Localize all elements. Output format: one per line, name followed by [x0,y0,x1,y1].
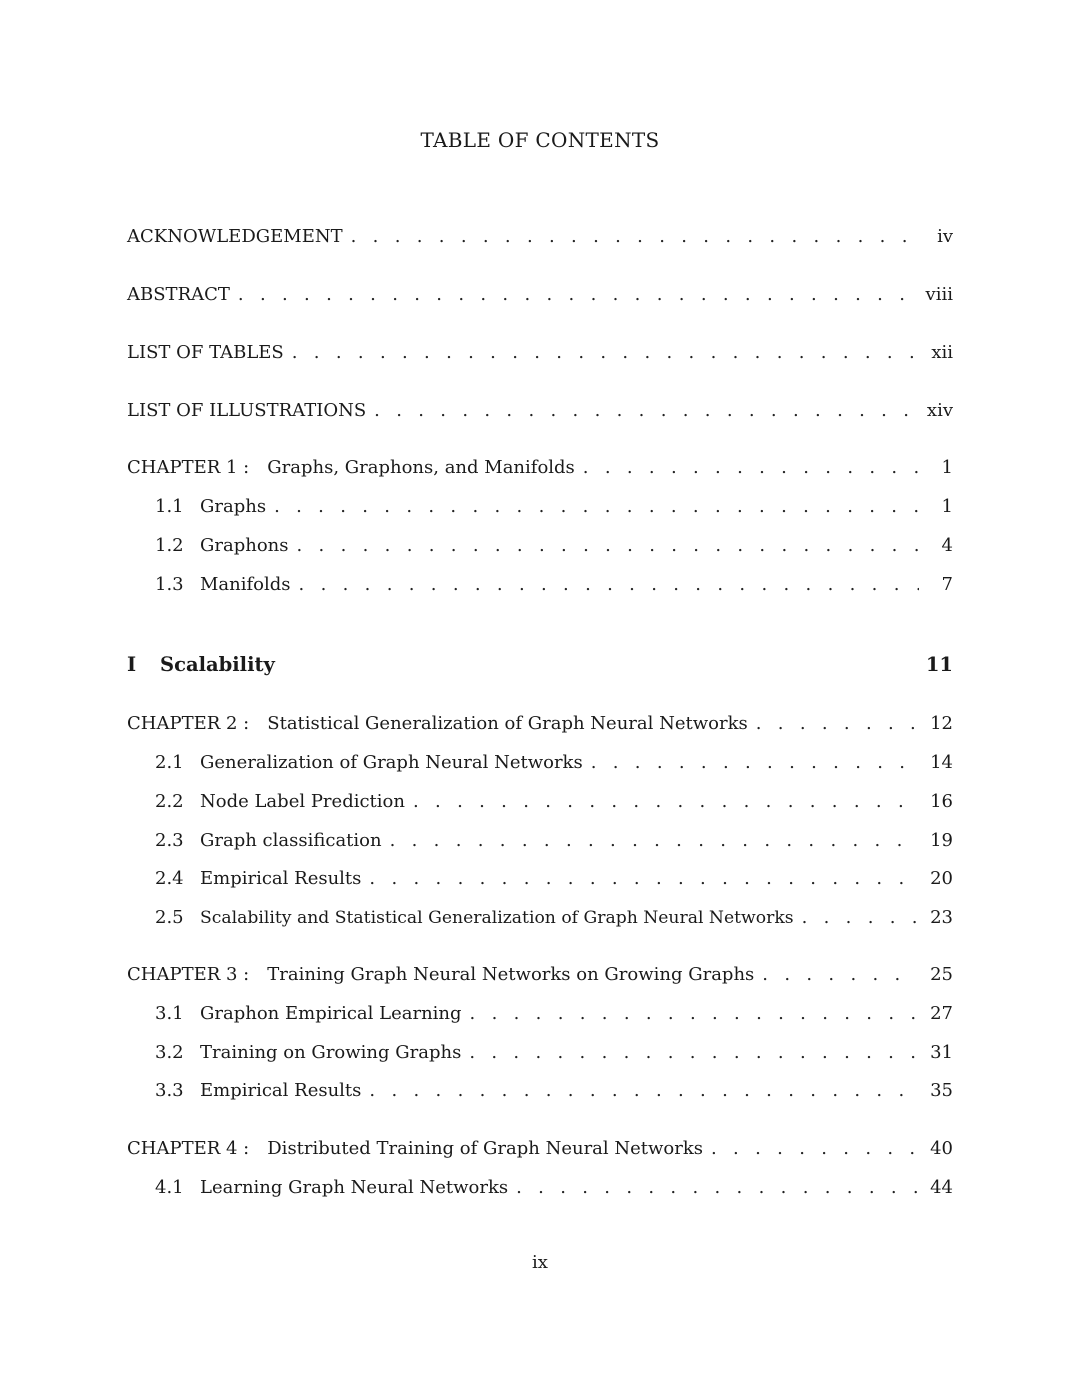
dot-leader [711,1136,918,1162]
page-title: TABLE OF CONTENTS [420,128,660,152]
chapter-page: 25 [930,964,953,985]
dot-leader [756,711,918,737]
part-number: I [127,653,137,676]
toc-entry-label: ABSTRACT [127,284,230,305]
section-title: Learning Graph Neural Networks [200,1177,509,1198]
toc-section-2-3[interactable] [155,828,953,854]
footer-page-number: ix [532,1252,548,1273]
section-number: 3.3 [155,1080,184,1101]
section-number: 3.1 [155,1003,184,1024]
section-title: Graphon Empirical Learning [200,1003,462,1024]
section-number: 1.3 [155,574,184,595]
toc-entry-abstract[interactable] [127,282,953,308]
section-title: Node Label Prediction [200,791,405,812]
dot-leader [470,1001,919,1027]
section-page: 1 [941,496,953,517]
toc-section-2-1[interactable] [155,750,953,776]
section-title: Graphs [200,496,267,517]
section-number: 2.4 [155,868,184,889]
section-title: Empirical Results [200,1080,362,1101]
toc-chapter-2[interactable] [127,711,953,737]
toc-chapter-1[interactable] [127,455,953,481]
section-number: 2.2 [155,791,184,812]
dot-leader [369,866,918,892]
dot-leader [292,340,919,366]
section-page: 23 [930,907,953,928]
toc-section-2-4[interactable] [155,866,953,892]
section-page: 14 [930,752,953,773]
toc-chapter-4[interactable] [127,1136,953,1162]
toc-section-2-2[interactable] [155,789,953,815]
toc-section-1-1[interactable] [155,494,953,520]
chapter-page: 12 [930,713,953,734]
section-page: 19 [930,830,953,851]
chapter-prefix: CHAPTER 4 : [127,1138,250,1159]
toc-entry-label: LIST OF ILLUSTRATIONS [127,400,367,421]
section-title: Empirical Results [200,868,362,889]
dot-leader [516,1175,918,1201]
chapter-prefix: CHAPTER 2 : [127,713,250,734]
section-title: Scalability and Statistical Generalization of Graph Neural Networks [200,908,794,928]
toc-section-3-1[interactable] [155,1001,953,1027]
toc-section-1-2[interactable] [155,533,953,559]
toc-section-1-3[interactable] [155,572,953,598]
dot-leader [297,533,920,559]
toc-entry-list-of-tables[interactable] [127,340,953,366]
section-title: Manifolds [200,574,291,595]
toc-entry-page: iv [937,226,953,247]
toc-entry-label: LIST OF TABLES [127,342,284,363]
section-title: Generalization of Graph Neural Networks [200,752,583,773]
dot-leader [591,750,918,776]
section-number: 1.1 [155,496,184,517]
toc-entry-label: ACKNOWLEDGEMENT [127,226,343,247]
chapter-title: Training Graph Neural Networks on Growing Graphs [267,964,755,985]
dot-leader [413,789,918,815]
dot-leader [469,1040,918,1066]
chapter-title: Graphs, Graphons, and Manifolds [267,457,575,478]
toc-chapter-3[interactable] [127,962,953,988]
toc-section-3-3[interactable] [155,1078,953,1104]
dot-leader [369,1078,918,1104]
dot-leader [274,494,919,520]
dot-leader [802,905,919,931]
dot-leader [583,455,919,481]
dot-leader [762,962,918,988]
section-page: 7 [941,574,953,595]
section-number: 4.1 [155,1177,184,1198]
toc-entry-page: viii [925,284,953,305]
section-title: Graph classification [200,830,382,851]
section-page: 20 [930,868,953,889]
section-page: 27 [930,1003,953,1024]
section-title: Graphons [200,535,289,556]
section-page: 4 [941,535,953,556]
chapter-title: Distributed Training of Graph Neural Networks [267,1138,704,1159]
dot-leader [351,224,919,250]
dot-leader [390,828,919,854]
toc-section-2-5[interactable] [155,905,953,931]
section-number: 2.3 [155,830,184,851]
section-number: 2.1 [155,752,184,773]
section-number: 3.2 [155,1042,184,1063]
chapter-prefix: CHAPTER 3 : [127,964,250,985]
toc-entry-page: xiv [926,400,953,421]
section-title: Training on Growing Graphs [200,1042,462,1063]
section-page: 16 [930,791,953,812]
chapter-prefix: CHAPTER 1 : [127,457,250,478]
toc-entry-acknowledgement[interactable] [127,224,953,250]
toc-section-4-1[interactable] [155,1175,953,1201]
section-page: 31 [930,1042,953,1063]
chapter-page: 40 [930,1138,953,1159]
part-page: 11 [925,653,953,676]
dot-leader [238,282,914,308]
toc-entry-page: xii [931,342,953,363]
section-page: 35 [930,1080,953,1101]
dot-leader [299,572,919,598]
toc-part-1[interactable] [127,651,953,679]
section-page: 44 [930,1177,953,1198]
toc-entry-list-of-illustrations[interactable] [127,398,953,424]
section-number: 1.2 [155,535,184,556]
toc-section-3-2[interactable] [155,1040,953,1066]
chapter-title: Statistical Generalization of Graph Neural Networks [267,713,748,734]
part-title: Scalability [160,653,275,676]
chapter-page: 1 [941,457,953,478]
dot-leader [374,398,915,424]
section-number: 2.5 [155,907,184,928]
